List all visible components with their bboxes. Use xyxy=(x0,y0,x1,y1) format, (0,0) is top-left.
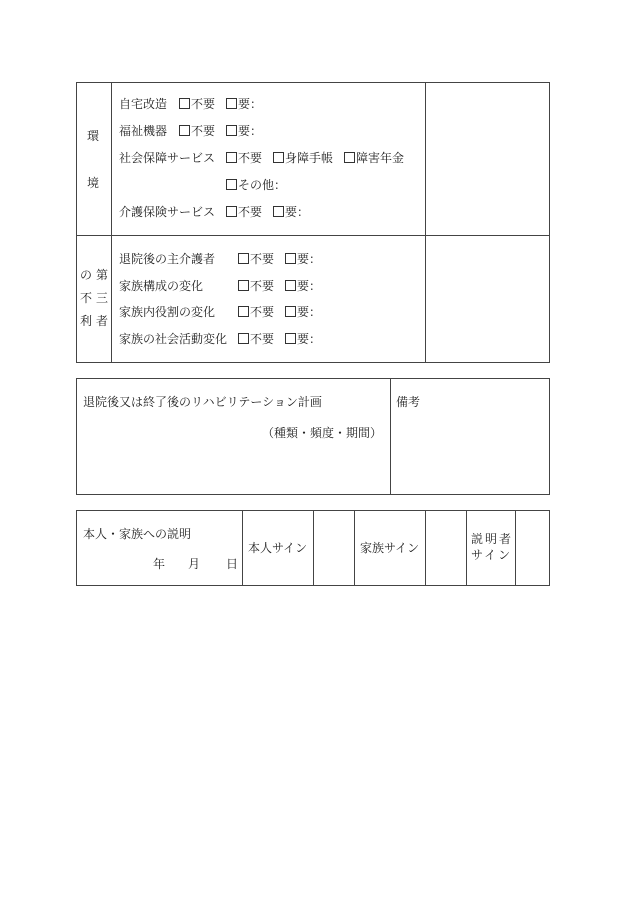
checkbox-icon[interactable] xyxy=(238,280,249,291)
row-label-family-social-activity: 家族の社会活動変化 xyxy=(119,332,228,346)
checkbox-icon[interactable] xyxy=(226,125,237,136)
checkbox-icon[interactable] xyxy=(226,179,237,190)
row-label-welfare-equipment: 福祉機器 xyxy=(119,124,168,138)
checkbox-icon[interactable] xyxy=(285,306,296,317)
explainer-sign-label-1: 説明者 xyxy=(471,532,514,546)
row-label-home-modification: 自宅改造 xyxy=(119,97,168,111)
checkbox-icon[interactable] xyxy=(226,98,237,109)
checkbox-unneeded[interactable]: 不要 xyxy=(238,332,274,346)
third-party-label-right: 第三者 xyxy=(95,268,108,328)
checkbox-icon[interactable] xyxy=(238,333,249,344)
row-label-main-caregiver: 退院後の主介護者 xyxy=(119,252,216,266)
checkbox-icon[interactable] xyxy=(273,206,284,217)
divider xyxy=(111,82,112,363)
checkbox-icon[interactable] xyxy=(344,152,355,163)
family-sign-label: 家族サイン xyxy=(360,541,420,555)
checkbox-icon[interactable] xyxy=(238,253,249,264)
checkbox-needed[interactable]: 要： xyxy=(226,97,262,111)
checkbox-needed[interactable]: 要： xyxy=(273,205,309,219)
checkbox-icon[interactable] xyxy=(273,152,284,163)
divider xyxy=(76,235,550,236)
explainer-sign-label-2: サイン xyxy=(471,548,513,562)
checkbox-icon[interactable] xyxy=(285,333,296,344)
environment-label-1: 環 xyxy=(87,129,100,143)
rehab-plan-title: 退院後又は終了後のリハビリテーション計画 xyxy=(83,395,322,409)
date-month: 月 xyxy=(188,557,201,571)
checkbox-needed[interactable]: 要： xyxy=(285,252,321,266)
checkbox-needed[interactable]: 要： xyxy=(226,124,262,138)
checkbox-unneeded[interactable]: 不要 xyxy=(179,124,215,138)
remarks-label: 備考 xyxy=(396,395,421,409)
checkbox-needed[interactable]: 要： xyxy=(285,305,321,319)
checkbox-disability-handbook[interactable]: 身障手帳 xyxy=(273,151,333,165)
checkbox-icon[interactable] xyxy=(226,152,237,163)
patient-sign-label: 本人サイン xyxy=(248,541,308,555)
explanation-title: 本人・家族への説明 xyxy=(83,527,192,541)
checkbox-other[interactable]: その他： xyxy=(226,178,286,192)
checkbox-unneeded[interactable]: 不要 xyxy=(226,151,262,165)
checkbox-icon[interactable] xyxy=(226,206,237,217)
row-label-social-security: 社会保障サービス xyxy=(119,151,216,165)
remarks-field[interactable] xyxy=(391,415,548,493)
checkbox-needed[interactable]: 要： xyxy=(285,279,321,293)
row-label-family-roles: 家族内役割の変化 xyxy=(119,305,216,319)
checkbox-disability-pension[interactable]: 障害年金 xyxy=(344,151,404,165)
checkbox-icon[interactable] xyxy=(238,306,249,317)
divider xyxy=(354,510,355,586)
checkbox-unneeded[interactable]: 不要 xyxy=(179,97,215,111)
checkbox-icon[interactable] xyxy=(285,280,296,291)
checkbox-needed[interactable]: 要： xyxy=(285,332,321,346)
date-year: 年 xyxy=(153,557,166,571)
family-sign-field[interactable] xyxy=(426,511,466,585)
row-label-family-structure: 家族構成の変化 xyxy=(119,279,204,293)
date-day: 日 xyxy=(226,557,239,571)
checkbox-unneeded[interactable]: 不要 xyxy=(238,252,274,266)
explainer-sign-field[interactable] xyxy=(516,511,549,585)
third-party-label-left: の不利 xyxy=(79,268,92,328)
divider xyxy=(466,510,467,586)
checkbox-unneeded[interactable]: 不要 xyxy=(226,205,262,219)
divider xyxy=(425,82,426,363)
divider xyxy=(242,510,243,586)
checkbox-icon[interactable] xyxy=(179,98,190,109)
checkbox-icon[interactable] xyxy=(179,125,190,136)
checkbox-unneeded[interactable]: 不要 xyxy=(238,279,274,293)
checkbox-icon[interactable] xyxy=(285,253,296,264)
patient-sign-field[interactable] xyxy=(314,511,354,585)
environment-label-2: 境 xyxy=(87,176,100,190)
rehab-plan-subtitle: （種類・頻度・期間） xyxy=(262,426,383,440)
checkbox-unneeded[interactable]: 不要 xyxy=(238,305,274,319)
rehab-plan-field[interactable] xyxy=(77,445,389,493)
row-label-care-insurance: 介護保険サービス xyxy=(119,205,216,219)
